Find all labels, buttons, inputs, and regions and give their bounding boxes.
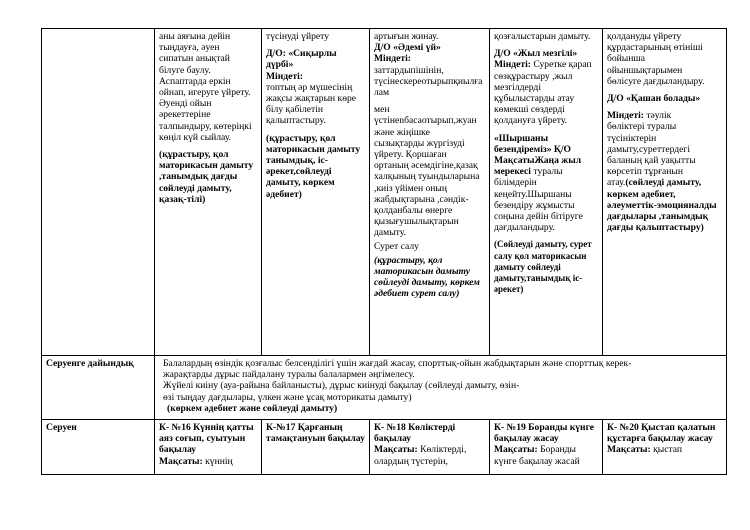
text-line: дағдыландыру. bbox=[494, 222, 555, 234]
game-title-2: «Шыршаны безендіреміз» Қ/О МақсатыЖаңа жыл мерекесі bbox=[494, 132, 582, 178]
text-line: түсінуді үйрету bbox=[266, 31, 330, 42]
text-line: безендіру жұмысты bbox=[494, 199, 575, 211]
subtitle: Сурет салу bbox=[374, 240, 419, 252]
text-line: дамыту. bbox=[374, 227, 406, 239]
walk-title: К- №20 Қыстап қалатын құстарға бақылау жасау bbox=[607, 422, 716, 445]
text-line: артығын жинау. bbox=[374, 31, 439, 42]
text-line: баланың қай уақытты bbox=[607, 155, 696, 167]
walk-prep-content bbox=[155, 356, 727, 420]
text-line: білу қабілетін bbox=[266, 104, 324, 116]
text-line: Әуенді ойын bbox=[159, 98, 212, 110]
text-line: мезгілдерді bbox=[494, 81, 541, 93]
goal-text: күннің bbox=[205, 455, 233, 467]
text-line: бөлісуге дағдыландыру. bbox=[607, 75, 705, 87]
goal-label: Мақсаты: bbox=[494, 444, 538, 456]
activity-cell-1 bbox=[155, 29, 262, 356]
walk-cell-2 bbox=[262, 420, 370, 475]
text-line: атау. bbox=[607, 177, 626, 189]
text-line: Аспаптарда еркін bbox=[159, 75, 231, 87]
text-line: дамыту,суреттердегі bbox=[607, 143, 690, 155]
text-line: көңіл күй сыйлау. bbox=[159, 131, 232, 143]
text-line: топтың әр мүшесінің bbox=[266, 81, 353, 93]
text-line: көмекші сөздерді bbox=[494, 104, 565, 116]
text-line: қалыптастыру. bbox=[266, 115, 326, 127]
text-line: тыңдауға, әуен bbox=[159, 42, 220, 54]
skills-tags: (көркем әдебиет және сөйлеуді дамыту) bbox=[167, 402, 338, 414]
text-line: лам bbox=[374, 87, 390, 99]
walk-title: К-№17 Қарғаның тамақтануын бақылау bbox=[266, 422, 365, 445]
task-label: Міндеті: bbox=[607, 110, 644, 122]
activity-cell-2 bbox=[262, 29, 370, 356]
text-line: қызығушылықтарын bbox=[374, 216, 459, 228]
text-line: білуге баулу. bbox=[159, 64, 211, 76]
text-line: түсінескереотырыпқиылға bbox=[374, 75, 483, 87]
text-line: сызықтарды жүргізуді bbox=[374, 137, 465, 149]
schedule-table bbox=[41, 28, 727, 475]
text-line: заттардыпішінін, bbox=[374, 64, 444, 76]
skills-tags: (сөйлеуді дамыту, көркем әдебиет, әлеуметтік-эмоцияналды дағдылары ,танымдық дағды қалыптастыру) bbox=[607, 177, 717, 234]
game-title: Д/О «Әдемі үй» bbox=[374, 42, 441, 54]
text-line: мен bbox=[374, 104, 390, 116]
text-line: ортаның әсемдігіне,қазақ bbox=[374, 160, 478, 172]
activity-cell-3 bbox=[370, 29, 490, 356]
walk-title: К- №19 Боранды күнге бақылау жасау bbox=[494, 422, 595, 445]
text-line: жақсы жақтарын көре bbox=[266, 93, 357, 105]
walk-title: К- №18 Көліктерді бақылау bbox=[374, 422, 456, 445]
walk-cell-1 bbox=[155, 420, 262, 475]
task-label: Міндеті: bbox=[374, 53, 411, 65]
text-line: кеңейту.Шыршаны bbox=[494, 188, 572, 200]
text-line: өзі тыңдау дағдылары, үлкен және ұсақ моторикаты дамыту) bbox=[163, 391, 412, 403]
task-label: Міндеті: bbox=[494, 59, 531, 71]
text-line: сөзқұрастыру ,жыл bbox=[494, 70, 573, 82]
walk-cell-4 bbox=[490, 420, 603, 475]
text-line: Жүйелі киіну (ауа-райына байланысты), дұрыс киінуді бақылау (сөйлеуді дамыту, өзін- bbox=[163, 380, 520, 392]
goal-text: Көліктерді, олардың түстерін, bbox=[374, 444, 467, 467]
text-line: ойыншықтарымен bbox=[607, 64, 683, 76]
walk-row bbox=[42, 420, 727, 475]
walk-label: Серуен bbox=[42, 420, 155, 475]
walk-cell-3 bbox=[370, 420, 490, 475]
text-line: туралы bbox=[533, 166, 563, 178]
text-line: жарақтарды дұрыс пайдалану туралы балалармен әңгімелесу. bbox=[163, 369, 415, 381]
walk-prep-label: Серуенге дайындық bbox=[42, 356, 155, 420]
text-line: жабдықтарына ,сәндік- bbox=[374, 193, 469, 205]
row-label-empty bbox=[42, 29, 155, 356]
text-line: құрдастарының өтініші bbox=[607, 42, 703, 54]
walk-title: К- №16 Күннің қатты аяз соғып, суытуын бақылау bbox=[159, 422, 254, 456]
skills-tags: (құрастыру, қол маторикасын дамыту ,танымдық дағды сөйлеуді дамыту, қазақ-тілі) bbox=[159, 149, 254, 205]
text-line: соңына дейін бітіруге bbox=[494, 211, 583, 223]
goal-text: Боранды күнге бақылау жасай bbox=[494, 444, 580, 467]
text-line: әрекеттеріне bbox=[159, 109, 211, 121]
text-line: қолданбалы өнерге bbox=[374, 205, 453, 217]
skills-tags: (құрастыру, қол маторикасын дамыту танымдық, іс-әрекет,сөйлеуді дамыту, көркем әдебиет) bbox=[266, 132, 361, 200]
skills-tags: (Сөйлеуді дамыту, сурет салу қол маторикасын дамыту сөйлеуді дамыту,танымдық іс-әрекет) bbox=[494, 239, 592, 295]
goal-label: Мақсаты: bbox=[159, 455, 203, 467]
goal-label: Мақсаты: bbox=[374, 444, 418, 456]
text-line: ,киіз үйімен оның bbox=[374, 182, 448, 194]
activities-row bbox=[42, 29, 727, 356]
game-title: Д/О «Қашан болады» bbox=[607, 93, 701, 105]
task-label: Міндеті: bbox=[266, 70, 303, 82]
goal-label: Мақсаты: bbox=[607, 444, 651, 456]
text-line: көрсетіп тұрғанын bbox=[607, 166, 683, 178]
text-line: Балалардың өзіндік қозғалыс белсенділігі үшін жағдай жасау, спорттық-ойын жабдықтарын және спорттық керек- bbox=[163, 358, 632, 369]
text-line: қолдануға үйрету. bbox=[494, 115, 568, 127]
text-line: түсініктерін bbox=[607, 132, 657, 144]
text-line: Суретке қарап bbox=[533, 59, 592, 71]
text-line: қолдануды үйрету bbox=[607, 31, 682, 42]
activity-cell-5 bbox=[603, 29, 727, 356]
text-line: білімдерін bbox=[494, 177, 537, 189]
text-line: халқының туындыларына bbox=[374, 171, 480, 183]
text-line: үстінеnбасаотырып,жуан bbox=[374, 115, 477, 127]
text-line: қозғалыстарын дамыту. bbox=[494, 31, 591, 42]
skills-tags: (құрастыру, қол маторикасын дамыту сөйлеуді дамыту, көркем әдебиет сурет салу) bbox=[374, 254, 480, 300]
text-line: талпындыру, көтеріңкі bbox=[159, 120, 252, 132]
walk-prep-row bbox=[42, 356, 727, 420]
goal-text: қыстап bbox=[653, 444, 683, 456]
game-title: Д/О «Жыл мезгілі» bbox=[494, 48, 578, 60]
game-title: Д/О: «Сиқырлы дүрбі» bbox=[266, 48, 337, 71]
text-line: бойынша bbox=[607, 53, 646, 65]
text-line: тәулік bbox=[646, 110, 672, 122]
text-line: бөліктері туралы bbox=[607, 121, 677, 133]
activity-cell-4 bbox=[490, 29, 603, 356]
text-line: ойнап, игеруге үйрету. bbox=[159, 87, 251, 99]
text-line: аны аяғына дейін bbox=[159, 31, 231, 42]
text-line: құбылыстарды атау bbox=[494, 93, 575, 105]
text-line: және жіңішке bbox=[374, 126, 430, 138]
walk-cell-5 bbox=[603, 420, 727, 475]
text-line: сипатын анықтай bbox=[159, 53, 230, 65]
text-line: үйрету. Қоршаған bbox=[374, 149, 447, 161]
